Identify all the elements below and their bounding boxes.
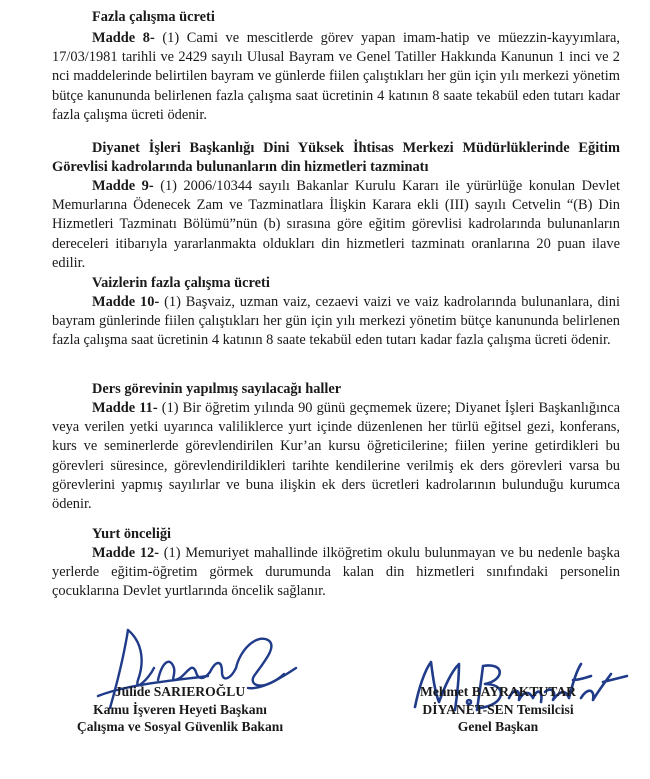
madde-label: Madde 9- [92,178,154,194]
signatory-left [30,683,330,736]
signatory-right-office: Genel Başkan [457,719,539,734]
signatory-right-title: DİYANET-SEN Temsilcisi [422,701,574,717]
madde-text: (1) Cami ve mescitlerde görev yapan imam-hatip ve müezzin-kayyımlara, 17/03/1981 tarihli ve 2429 sayılı Ulusal Bayram ve Genel Tatiller Hakkında Kanunun 1 inci ve 2 nci maddelerinde belirtilen bayram ve günlerde fiilen çalıştıkları her gün için yılı merkezi yönetim bütçe kanununda belirlenen fazla çalışma saat ücretinin 4 katının 8 saate tekabül eden tutarı kadar fazla çalışma ücreti ödenir. [52,30,620,123]
section-heading-madde-10: Vaizlerin fazla çalışma ücreti [92,275,270,291]
section-body-madde-9 [52,177,620,273]
madde-text: (1) Başvaiz, uzman vaiz, cezaevi vaizi ve vaiz kadrolarında bulunanlara, dini bayram günlerinde fiilen çalıştıkları her gün için yılı merkezi yönetim bütçe kanununda belirlenen fazla çalışma saat ücretinin 4 katının 8 saate tekabül eden tutarı kadar fazla çalışma ücreti ödenir. [52,294,620,349]
section-body-madde-11 [52,399,620,514]
section-body-madde-10 [52,293,620,351]
signatory-right-name: Mehmet BAYRAKTUTAR [420,684,576,699]
section-heading-madde-11: Ders görevinin yapılmış sayılacağı haller [92,381,342,397]
section-body-madde-12 [52,544,620,602]
section-body-madde-8 [52,29,620,125]
madde-text: (1) 2006/10344 sayılı Bakanlar Kurulu Kararı ile yürürlüğe konulan Devlet Memurlarına Ödenecek Zam ve Tazminatlara İlişkin Karara ekli (III) sayılı Cetvelin “(B) Din Hizmetleri Tazminatı Bölümü”nün (b) sırasına göre eğitim görevlisi kadrolarında bulunanların dereceleri itibarıyla yararlanmakta oldukları din hizmetleri tazminatı oranlarına 20 puan ilave edilir. [52,178,620,271]
section-heading-madde-8: Fazla çalışma ücreti [92,9,215,25]
madde-label: Madde 12- [92,545,160,561]
signatory-left-office: Çalışma ve Sosyal Güvenlik Bakanı [76,719,284,734]
section-heading-madde-12: Yurt önceliği [92,526,172,542]
madde-text: (1) Bir öğretim yılında 90 günü geçmemek üzere; Diyanet İşleri Başkanlığınca veya verilen yetki uyarınca valiliklerce yurt içinde düzenlenen her türlü eğitsel gezi, konferans, kurs ve seminerlerde görevlendirilen Kur’an kursu öğreticilerine; fiilen yerine getirdikleri bu görevleri süresince, görevlendirildikleri tarihte kendilerine verilmiş ek ders görevleri varsa bu görevlerini yapmış sayılırlar ve buna ilişkin ek ders ücretleri kadrolarının bulunduğu kurumca ödenir. [52,400,620,513]
madde-label: Madde 10- [92,294,160,310]
section-heading-madde-9: Diyanet İşleri Başkanlığı Dini Yüksek İhtisas Merkezi Müdürlüklerinde Eğitim Görevlisi kadrolarında bulunanların din hizmetleri tazminatı [52,140,620,176]
signatory-right [368,683,628,736]
madde-label: Madde 8- [92,30,155,46]
signatory-left-name: Jülide SARIEROĞLU [114,684,246,699]
madde-label: Madde 11- [92,400,158,416]
madde-text: (1) Memuriyet mahallinde ilköğretim okulu bulunmayan ve bu nedenle başka yerlerde eğitim-öğretim görmek durumunda kalan din hizmetleri sınıfındaki personelin çocuklarına Devlet yurtlarında öncelik sağlanır. [52,545,620,600]
signatory-left-title: Kamu İşveren Heyeti Başkanı [93,701,267,717]
